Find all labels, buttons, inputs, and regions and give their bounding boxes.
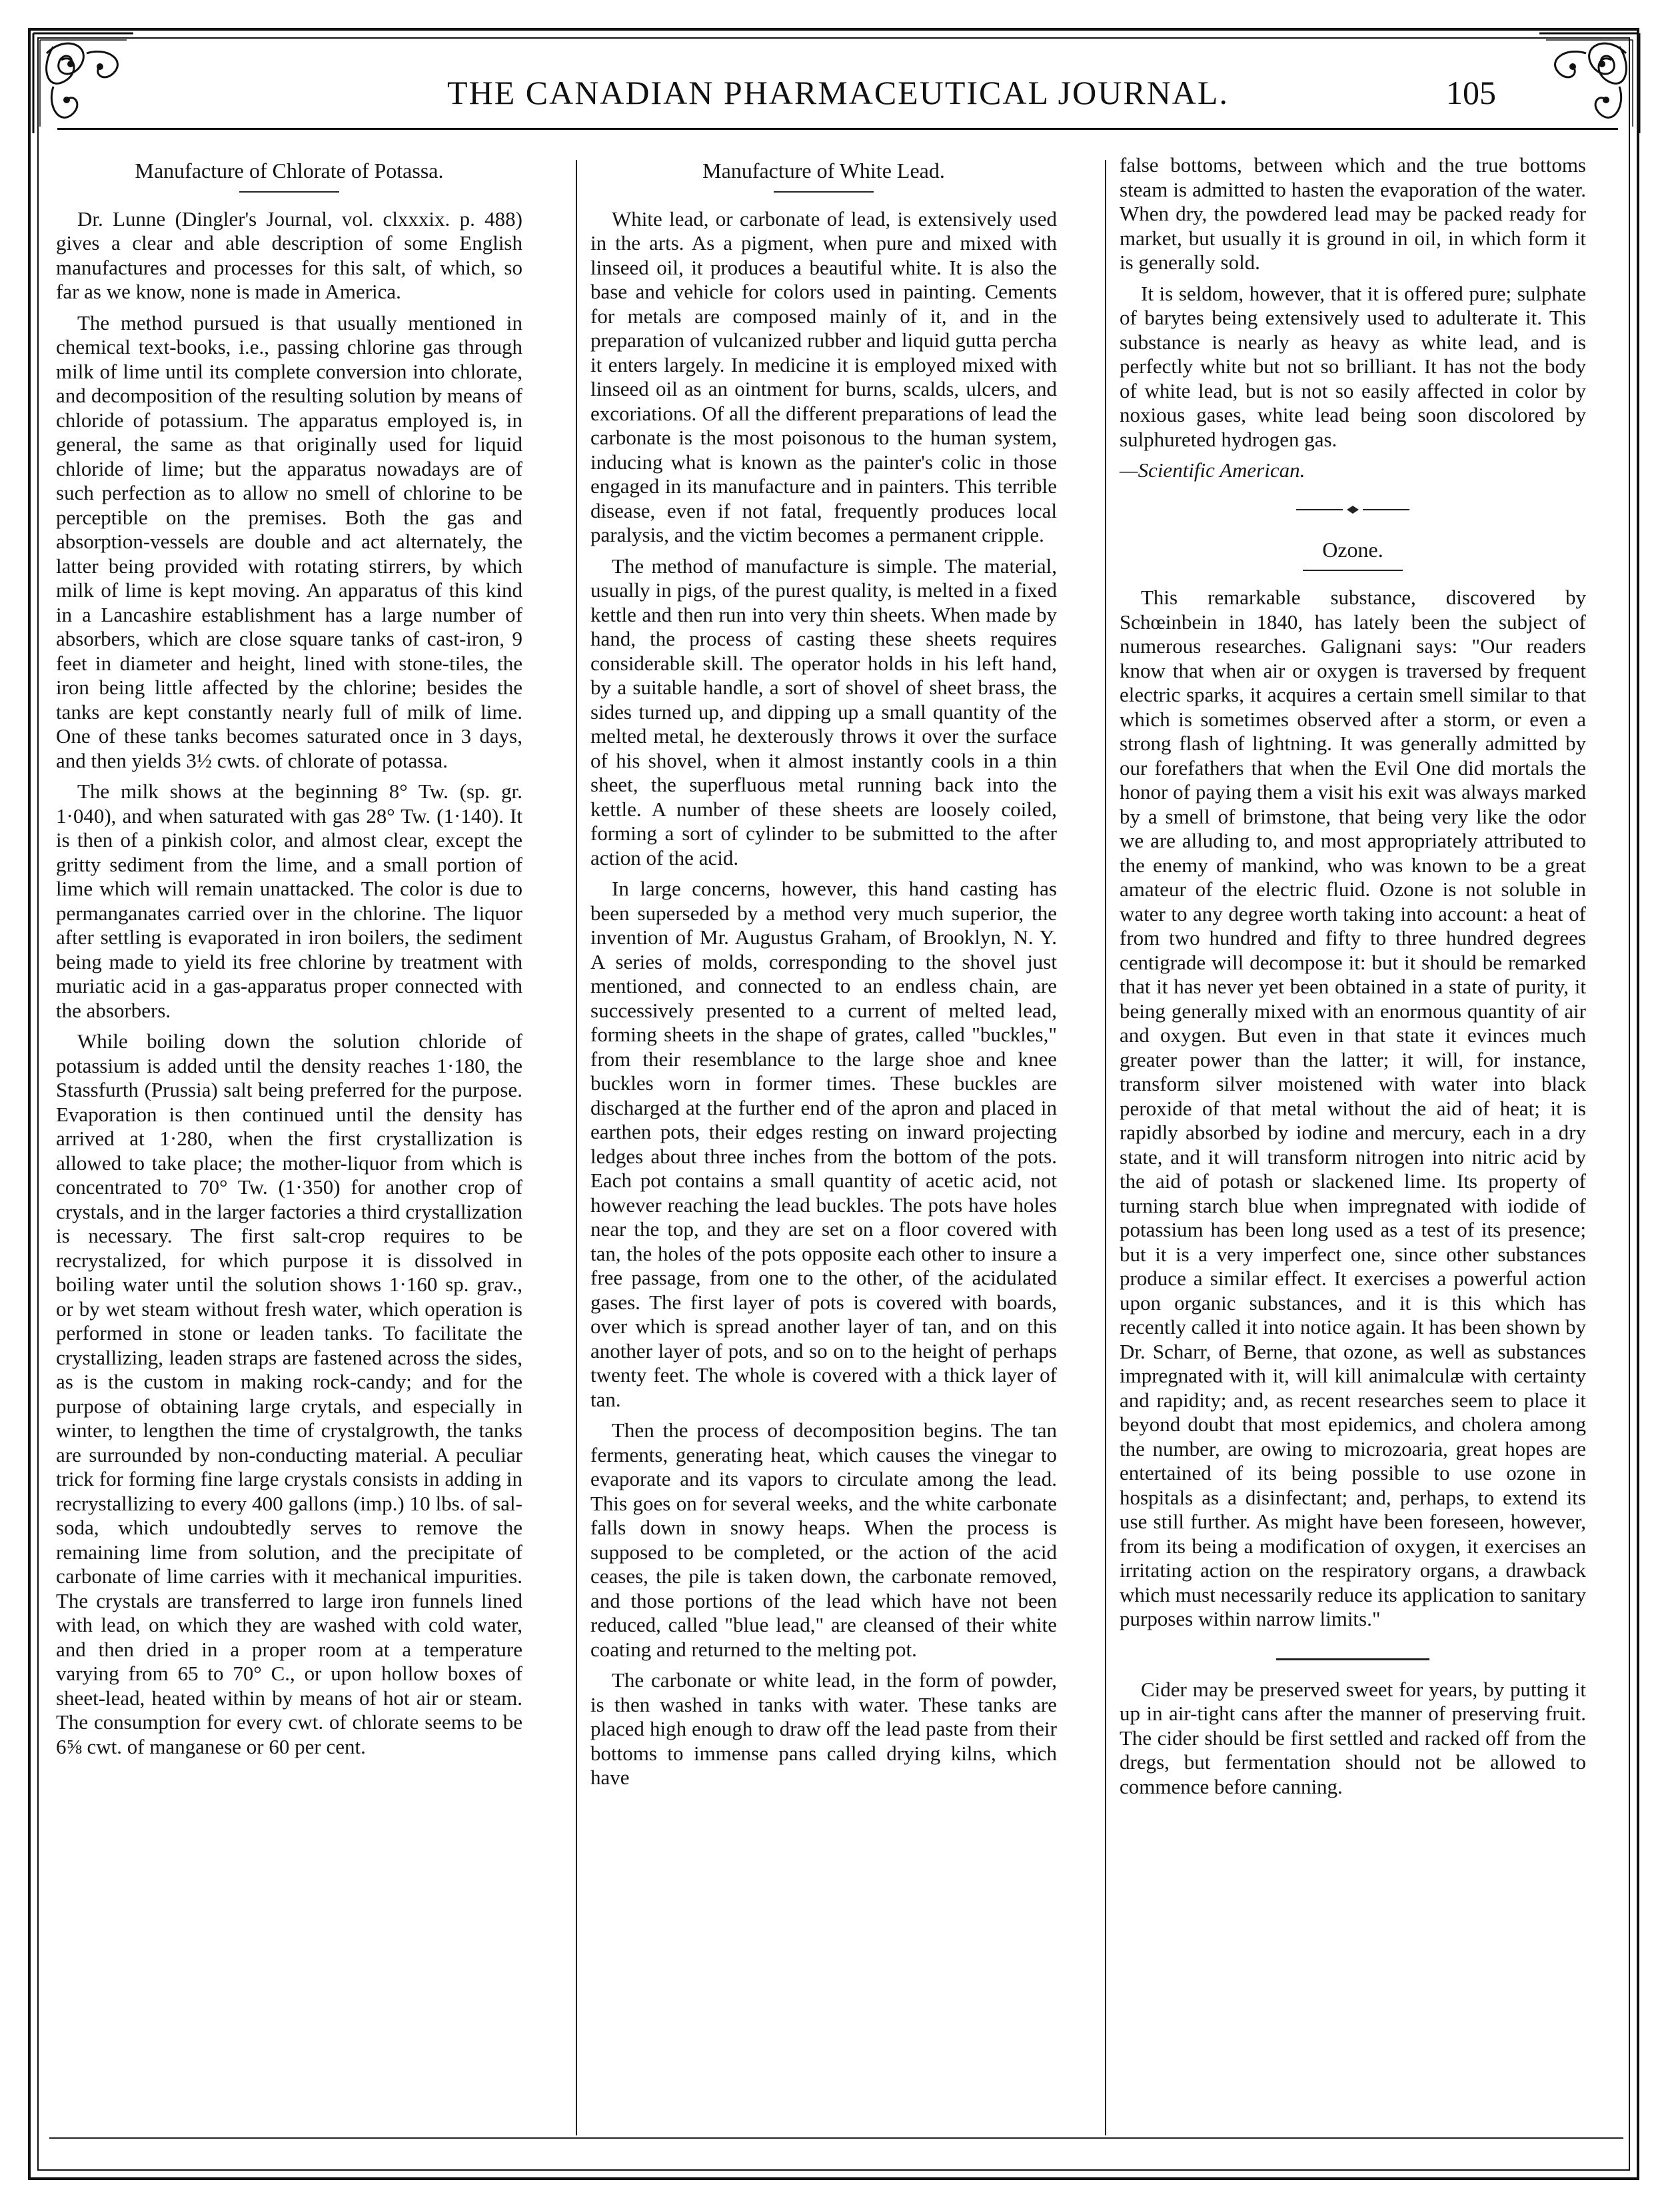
article-paragraph: In large concerns, however, this hand casting has been superseded by a method very much superior, the invention of Mr. Augustus Graham, of Brooklyn, N. Y. A series of molds, corresponding to the shovel just mentioned, and connected to an endless chain, are successively presented to a current of melted lead, forming sheets in the shape of grates, called "buckles," from their resemblance to the large shoe and knee buckles worn in former times. These buckles are discharged at the further end of the apron and placed in earthen pots, their edges resting on inward projecting ledges about three inches from the bottom of the pots. Each pot contains a small quantity of acetic acid, not however reaching the lead buckles. The pots have holes near the top, and they are set on a floor covered with tan, the holes of the pots opposite each other to insure a free passage, from one to the other, of the acidulated gases. The first layer of pots is covered with boards, over which is spread another layer of tan, and on this another layer of pots, and so on to the height of perhaps twenty feet. The whole is covered with a thick layer of tan.	[590, 877, 1057, 1411]
arrow-divider-icon	[1296, 503, 1409, 518]
column-right	[1120, 153, 1586, 1806]
article-heading-white-lead: Manufacture of White Lead.	[702, 159, 945, 183]
column-left	[56, 153, 522, 1766]
running-header	[200, 73, 1496, 120]
article-paragraph-continued: false bottoms, between which and the true bottoms steam is admitted to hasten the evaporation of the water. When dry, the powdered lead may be packed ready for market, but usually it is ground in oil, in which form it is generally sold.	[1120, 153, 1586, 274]
article-heading-ozone: Ozone.	[1322, 537, 1383, 562]
article-heading-chlorate: Manufacture of Chlorate of Potassa.	[135, 159, 444, 183]
article-paragraph: The milk shows at the beginning 8° Tw. (sp. gr. 1·040), and when saturated with gas 28° Tw. (1·140). It is then of a pinkish color, and almost clear, except the gritty sediment from the lime, and a small portion of lime which will remain unattacked. The color is due to permanganates carried over in the chlorine. The liquor after settling is evaporated in iron boilers, the sediment being made to yield its free chlorine by treatment with muriatic acid in a gas-apparatus proper connected with the absorbers.	[56, 780, 522, 1022]
article-paragraph: Dr. Lunne (Dingler's Journal, vol. clxxxix. p. 488) gives a clear and able description of some English manufactures and processes for this salt, of which, so far as we know, none is made in America.	[56, 207, 522, 303]
section-rule	[1276, 1658, 1429, 1660]
article-paragraph: White lead, or carbonate of lead, is extensively used in the arts. As a pigment, when pure and mixed with linseed oil, it produces a beautiful white. It is also the base and vehicle for colors used in painting. Cements for metals are composed mainly of it, and in the preparation of vulcanized rubber and liquid gutta percha it enters largely. In medicine it is employed mixed with linseed oil as an ointment for burns, scalds, ulcers, and excoriations. Of all the different preparations of lead the carbonate is the most poisonous to the human system, inducing what is known as the painter's colic in those engaged in its manufacture and in painters. This terrible disease, even if not fatal, frequently produces local paralysis, and the victim becomes a permanent cripple.	[590, 207, 1057, 546]
header-rule	[57, 128, 1618, 130]
page-number: 105	[1446, 74, 1496, 111]
article-paragraph: It is seldom, however, that it is offered pure; sulphate of barytes being extensively used to adulterate it. This substance is nearly as heavy as white lead, and is perfectly white but not so brilliant. It has not the body of white lead, but is not so easily affected in color by noxious gases, white lead being soon discolored by sulphureted hydrogen gas.	[1120, 281, 1586, 451]
article-paragraph: Cider may be preserved sweet for years, by putting it up in air-tight cans after the manner of preserving fruit. The cider should be first settled and racked off from the dregs, but fermentation should not be allowed to commence before canning.	[1120, 1677, 1586, 1798]
column-middle	[590, 153, 1057, 1797]
article-columns	[49, 153, 1623, 2152]
scroll-flourish-icon	[1533, 27, 1646, 140]
article-paragraph: While boiling down the solution chloride of potassium is added until the density reaches 1·180, the Stassfurth (Prussia) salt being preferred for the purpose. Evaporation is then continued until the density has arrived at 1·280, when the first crystallization is allowed to take place; the mother-liquor from which is concentrated to 70° Tw. (1·350) for another crop of crystals, and in the larger factories a third crystallization is necessary. The first salt-crop requires to be recrystalized, for which purpose it is dissolved in boiling water until the solution shows 1·160 sp. grav., or by wet steam without fresh water, which operation is performed in stone or leaden tanks. To facilitate the crystallizing, leaden straps are fastened across the sides, as is the custom in making rock-candy; and for the purpose of obtaining large crytals, and especially in winter, to lengthen the time of crystalgrowth, the tanks are surrounded by non-conducting material. A peculiar trick for forming fine large crystals consists in adding in recrystallizing to every 400 gallons (imp.) 10 lbs. of sal-soda, which undoubtedly serves to remove the remaining lime from solution, and the precipitate of carbonate of lime carries with it mechanical impurities. The crystals are transferred to large iron funnels lined with lead, on which they are washed with cold water, and then dried in a proper room at a temperature varying from 65 to 70° C., or upon hollow boxes of sheet-lead, heated within by means of hot air or steam. The consumption for every cwt. of chlorate seems to be 6⅝ cwt. of manganese or 60 per cent.	[56, 1029, 522, 1758]
scroll-flourish-icon	[27, 27, 140, 140]
column-divider	[1105, 160, 1106, 2135]
heading-rule	[774, 191, 874, 193]
article-paragraph: The method pursued is that usually mentioned in chemical text-books, i.e., passing chlorine gas through milk of lime until its complete conversion into chlorate, and decomposition of the resulting solution by means of chloride of potassium. The apparatus employed is, in general, the same as that originally used for liquid chloride of lime; but the apparatus nowadays are of such perfection as to allow no smell of chlorine to be perceptible on the premises. Both the gas and absorption-vessels are double and act alternately, the latter being provided with rotating stirrers, by which milk of lime is kept moving. An apparatus of this kind in a Lancashire establishment has a large number of absorbers, which are close square tanks of cast-iron, 9 feet in diameter and height, lined with stone-tiles, the iron being little affected by the chlorine; besides the tanks are kept constantly nearly full of milk of lime. One of these tanks becomes saturated once in 3 days, and then yields 3½ cwts. of chlorate of potassa.	[56, 310, 522, 772]
article-paragraph: This remarkable substance, discovered by Schœinbein in 1840, has lately been the subject of numerous researches. Galignani says: "Our readers know that when air or oxygen is traversed by frequent electric sparks, it acquires a certain smell similar to that which is sometimes observed after a storm, or even a strong flash of lightning. It was generally admitted by our forefathers that when the Evil One did mortals the honor of paying them a visit his exit was always marked by a smell of brimstone, that being very like the odor we are alluding to, and most appropriately attributed to the enemy of mankind, who was known to be a great amateur of the electric fluid. Ozone is not soluble in water to any degree worth taking into account: a heat of from two hundred and fifty to three hundred degrees centigrade will decompose it: but it should be remarked that it has never yet been obtained in a state of purity, it being generally mixed with an enormous quantity of air and oxygen. But even in that state it evinces much greater power than the latter; it will, for instance, transform silver moistened with water into black peroxide of that metal without the aid of heat; it is rapidly absorbed by iodine and mercury, each in a dry state, and it will transform nitrogen into nitric acid by the aid of potash or slackened lime. Its property of turning starch blue when impregnated with iodide of potassium has been long used as a test of its presence; but it is a very imperfect one, since other substances produce a similar effect. It exercises a powerful action upon organic substances, and it is this which has recently called it into notice again. It has been shown by Dr. Scharr, of Berne, that ozone, as well as substances impregnated with it, will kill animalculæ with certainty and rapidity; and, as recent researches seem to place it beyond doubt that most epidemics, and cholera among the number, are owing to microzoaria, great hopes are entertained of its being possible to use ozone in hospitals as a disinfectant; and, perhaps, to extend its use still further. As might have been foreseen, however, from its being a modification of oxygen, it exercises an irritating action on the respiratory organs, a drawback which must necessarily reduce its application to sanitary purposes within narrow limits."	[1120, 586, 1586, 1630]
article-paragraph: Then the process of decomposition begins. The tan ferments, generating heat, which causes the vinegar to evaporate and its vapors to circulate among the lead. This goes on for several weeks, and the white carbonate falls down in snowy heaps. When the process is supposed to be completed, or the action of the acid ceases, the pile is taken down, the carbonate removed, and those portions of the lead which have not been reduced, called "blue lead," are cleansed of their white coating and returned to the melting pot.	[590, 1418, 1057, 1661]
article-paragraph: The method of manufacture is simple. The material, usually in pigs, of the purest quality, is melted in a fixed kettle and then run into very thin sheets. When made by hand, the process of casting these sheets requires considerable skill. The operator holds in his left hand, by a suitable handle, a sort of shovel of sheet brass, the sides turned up, and dipping up a small quantity of the melted metal, he dexterously throws it over the surface of his shovel, when it almost instantly cools in a thin sheet, the superfluous metal running back into the kettle. A number of these sheets are loosely coiled, forming a sort of cylinder to be submitted to the after action of the acid.	[590, 554, 1057, 869]
source-credit: —Scientific American.	[1120, 458, 1305, 482]
heading-rule	[1303, 570, 1403, 571]
footer-rule	[49, 2137, 1623, 2139]
column-divider	[576, 160, 577, 2135]
journal-title: THE CANADIAN PHARMACEUTICAL JOURNAL.	[447, 74, 1229, 111]
article-paragraph: The carbonate or white lead, in the form of powder, is then washed in tanks with water. These tanks are placed high enough to draw off the lead paste from their bottoms to immense pans called drying kilns, which have	[590, 1668, 1057, 1789]
heading-rule	[239, 191, 339, 193]
